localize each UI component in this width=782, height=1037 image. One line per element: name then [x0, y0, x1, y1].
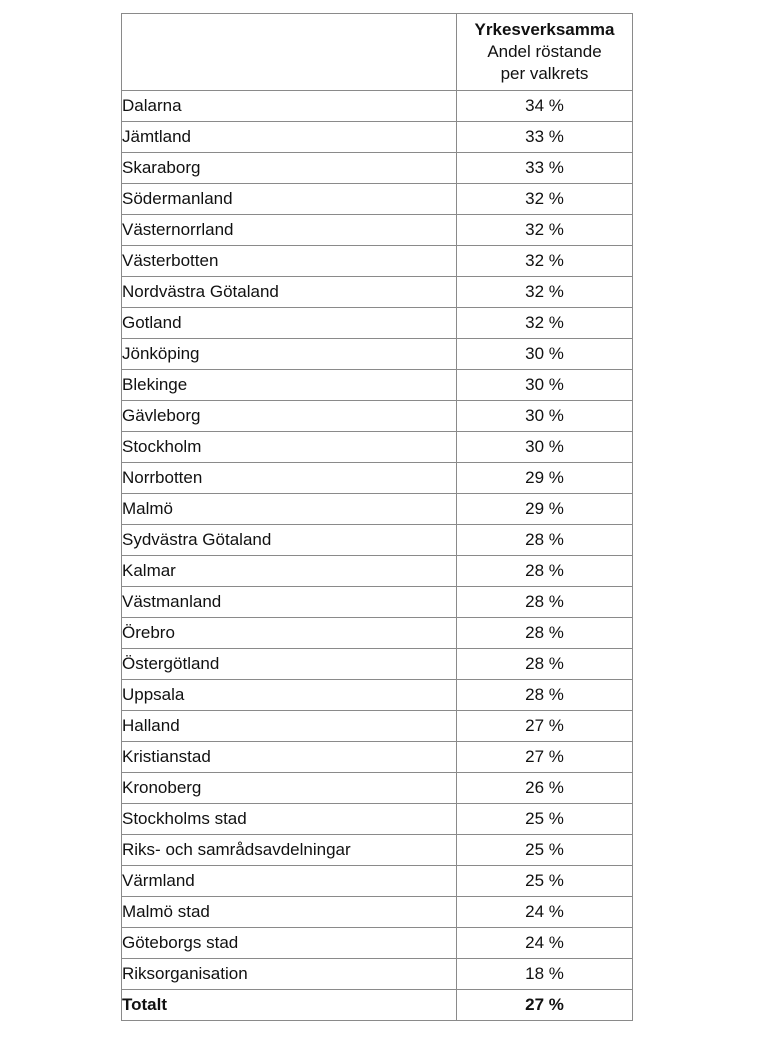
- table-row: [122, 277, 633, 308]
- header-title: Yrkesverksamma: [474, 20, 615, 39]
- table-row: [122, 835, 633, 866]
- district-share: 24 %: [457, 928, 633, 959]
- document-page: [121, 13, 633, 1021]
- district-name: Kronoberg: [122, 773, 457, 804]
- district-share: 33 %: [457, 122, 633, 153]
- district-share: 25 %: [457, 866, 633, 897]
- district-share: 29 %: [457, 463, 633, 494]
- table-row: [122, 91, 633, 122]
- district-share: 29 %: [457, 494, 633, 525]
- district-share: 27 %: [457, 711, 633, 742]
- district-share: 32 %: [457, 184, 633, 215]
- table-row: [122, 153, 633, 184]
- district-share: 28 %: [457, 649, 633, 680]
- district-share: 28 %: [457, 618, 633, 649]
- table-row: [122, 525, 633, 556]
- table-row: [122, 742, 633, 773]
- table-row: [122, 866, 633, 897]
- district-name: Östergötland: [122, 649, 457, 680]
- district-name: Nordvästra Götaland: [122, 277, 457, 308]
- table-row: [122, 215, 633, 246]
- table-row: [122, 494, 633, 525]
- district-name: Gävleborg: [122, 401, 457, 432]
- table-row: [122, 432, 633, 463]
- district-name: Västernorrland: [122, 215, 457, 246]
- district-share: 25 %: [457, 835, 633, 866]
- table-body: [122, 14, 633, 1021]
- district-share: 30 %: [457, 401, 633, 432]
- table-row: [122, 308, 633, 339]
- district-share: 25 %: [457, 804, 633, 835]
- district-name: Göteborgs stad: [122, 928, 457, 959]
- district-share: 32 %: [457, 277, 633, 308]
- district-name: Örebro: [122, 618, 457, 649]
- table-row: [122, 649, 633, 680]
- header-empty-cell: [122, 14, 457, 91]
- district-name: Uppsala: [122, 680, 457, 711]
- district-share: 28 %: [457, 556, 633, 587]
- table-row: [122, 246, 633, 277]
- district-share: 27 %: [457, 742, 633, 773]
- table-row: [122, 773, 633, 804]
- table-header-row: [122, 14, 633, 91]
- district-share: 32 %: [457, 246, 633, 277]
- table-row: [122, 463, 633, 494]
- district-share: 18 %: [457, 959, 633, 990]
- table-row: [122, 928, 633, 959]
- total-share: 27 %: [457, 990, 633, 1021]
- table-row: [122, 556, 633, 587]
- district-name: Norrbotten: [122, 463, 457, 494]
- district-name: Malmö: [122, 494, 457, 525]
- table-row: [122, 959, 633, 990]
- header-subtitle-2: per valkrets: [500, 64, 589, 83]
- table-row: [122, 401, 633, 432]
- table-row: [122, 680, 633, 711]
- table-row: [122, 711, 633, 742]
- district-name: Jönköping: [122, 339, 457, 370]
- district-share: 30 %: [457, 339, 633, 370]
- district-name: Västerbotten: [122, 246, 457, 277]
- district-name: Värmland: [122, 866, 457, 897]
- district-share: 32 %: [457, 215, 633, 246]
- district-name: Södermanland: [122, 184, 457, 215]
- district-name: Jämtland: [122, 122, 457, 153]
- district-name: Gotland: [122, 308, 457, 339]
- district-name: Kristianstad: [122, 742, 457, 773]
- district-name: Stockholm: [122, 432, 457, 463]
- district-name: Skaraborg: [122, 153, 457, 184]
- table-row: [122, 897, 633, 928]
- table-row: [122, 618, 633, 649]
- district-name: Dalarna: [122, 91, 457, 122]
- district-name: Riks- och samrådsavdelningar: [122, 835, 457, 866]
- table-row: [122, 587, 633, 618]
- district-share: 28 %: [457, 587, 633, 618]
- district-share: 28 %: [457, 680, 633, 711]
- voting-share-table: [121, 13, 633, 1021]
- total-label: Totalt: [122, 990, 457, 1021]
- table-row: [122, 804, 633, 835]
- header-cell: [457, 14, 633, 91]
- table-row: [122, 339, 633, 370]
- district-share: 30 %: [457, 370, 633, 401]
- table-row: [122, 122, 633, 153]
- total-row: [122, 990, 633, 1021]
- table-row: [122, 370, 633, 401]
- district-name: Blekinge: [122, 370, 457, 401]
- district-name: Malmö stad: [122, 897, 457, 928]
- district-name: Halland: [122, 711, 457, 742]
- district-share: 28 %: [457, 525, 633, 556]
- district-name: Stockholms stad: [122, 804, 457, 835]
- district-share: 30 %: [457, 432, 633, 463]
- district-name: Sydvästra Götaland: [122, 525, 457, 556]
- district-share: 26 %: [457, 773, 633, 804]
- district-share: 34 %: [457, 91, 633, 122]
- district-name: Riksorganisation: [122, 959, 457, 990]
- district-share: 33 %: [457, 153, 633, 184]
- district-name: Kalmar: [122, 556, 457, 587]
- district-share: 24 %: [457, 897, 633, 928]
- table-row: [122, 184, 633, 215]
- header-subtitle-1: Andel röstande: [487, 42, 602, 61]
- district-share: 32 %: [457, 308, 633, 339]
- district-name: Västmanland: [122, 587, 457, 618]
